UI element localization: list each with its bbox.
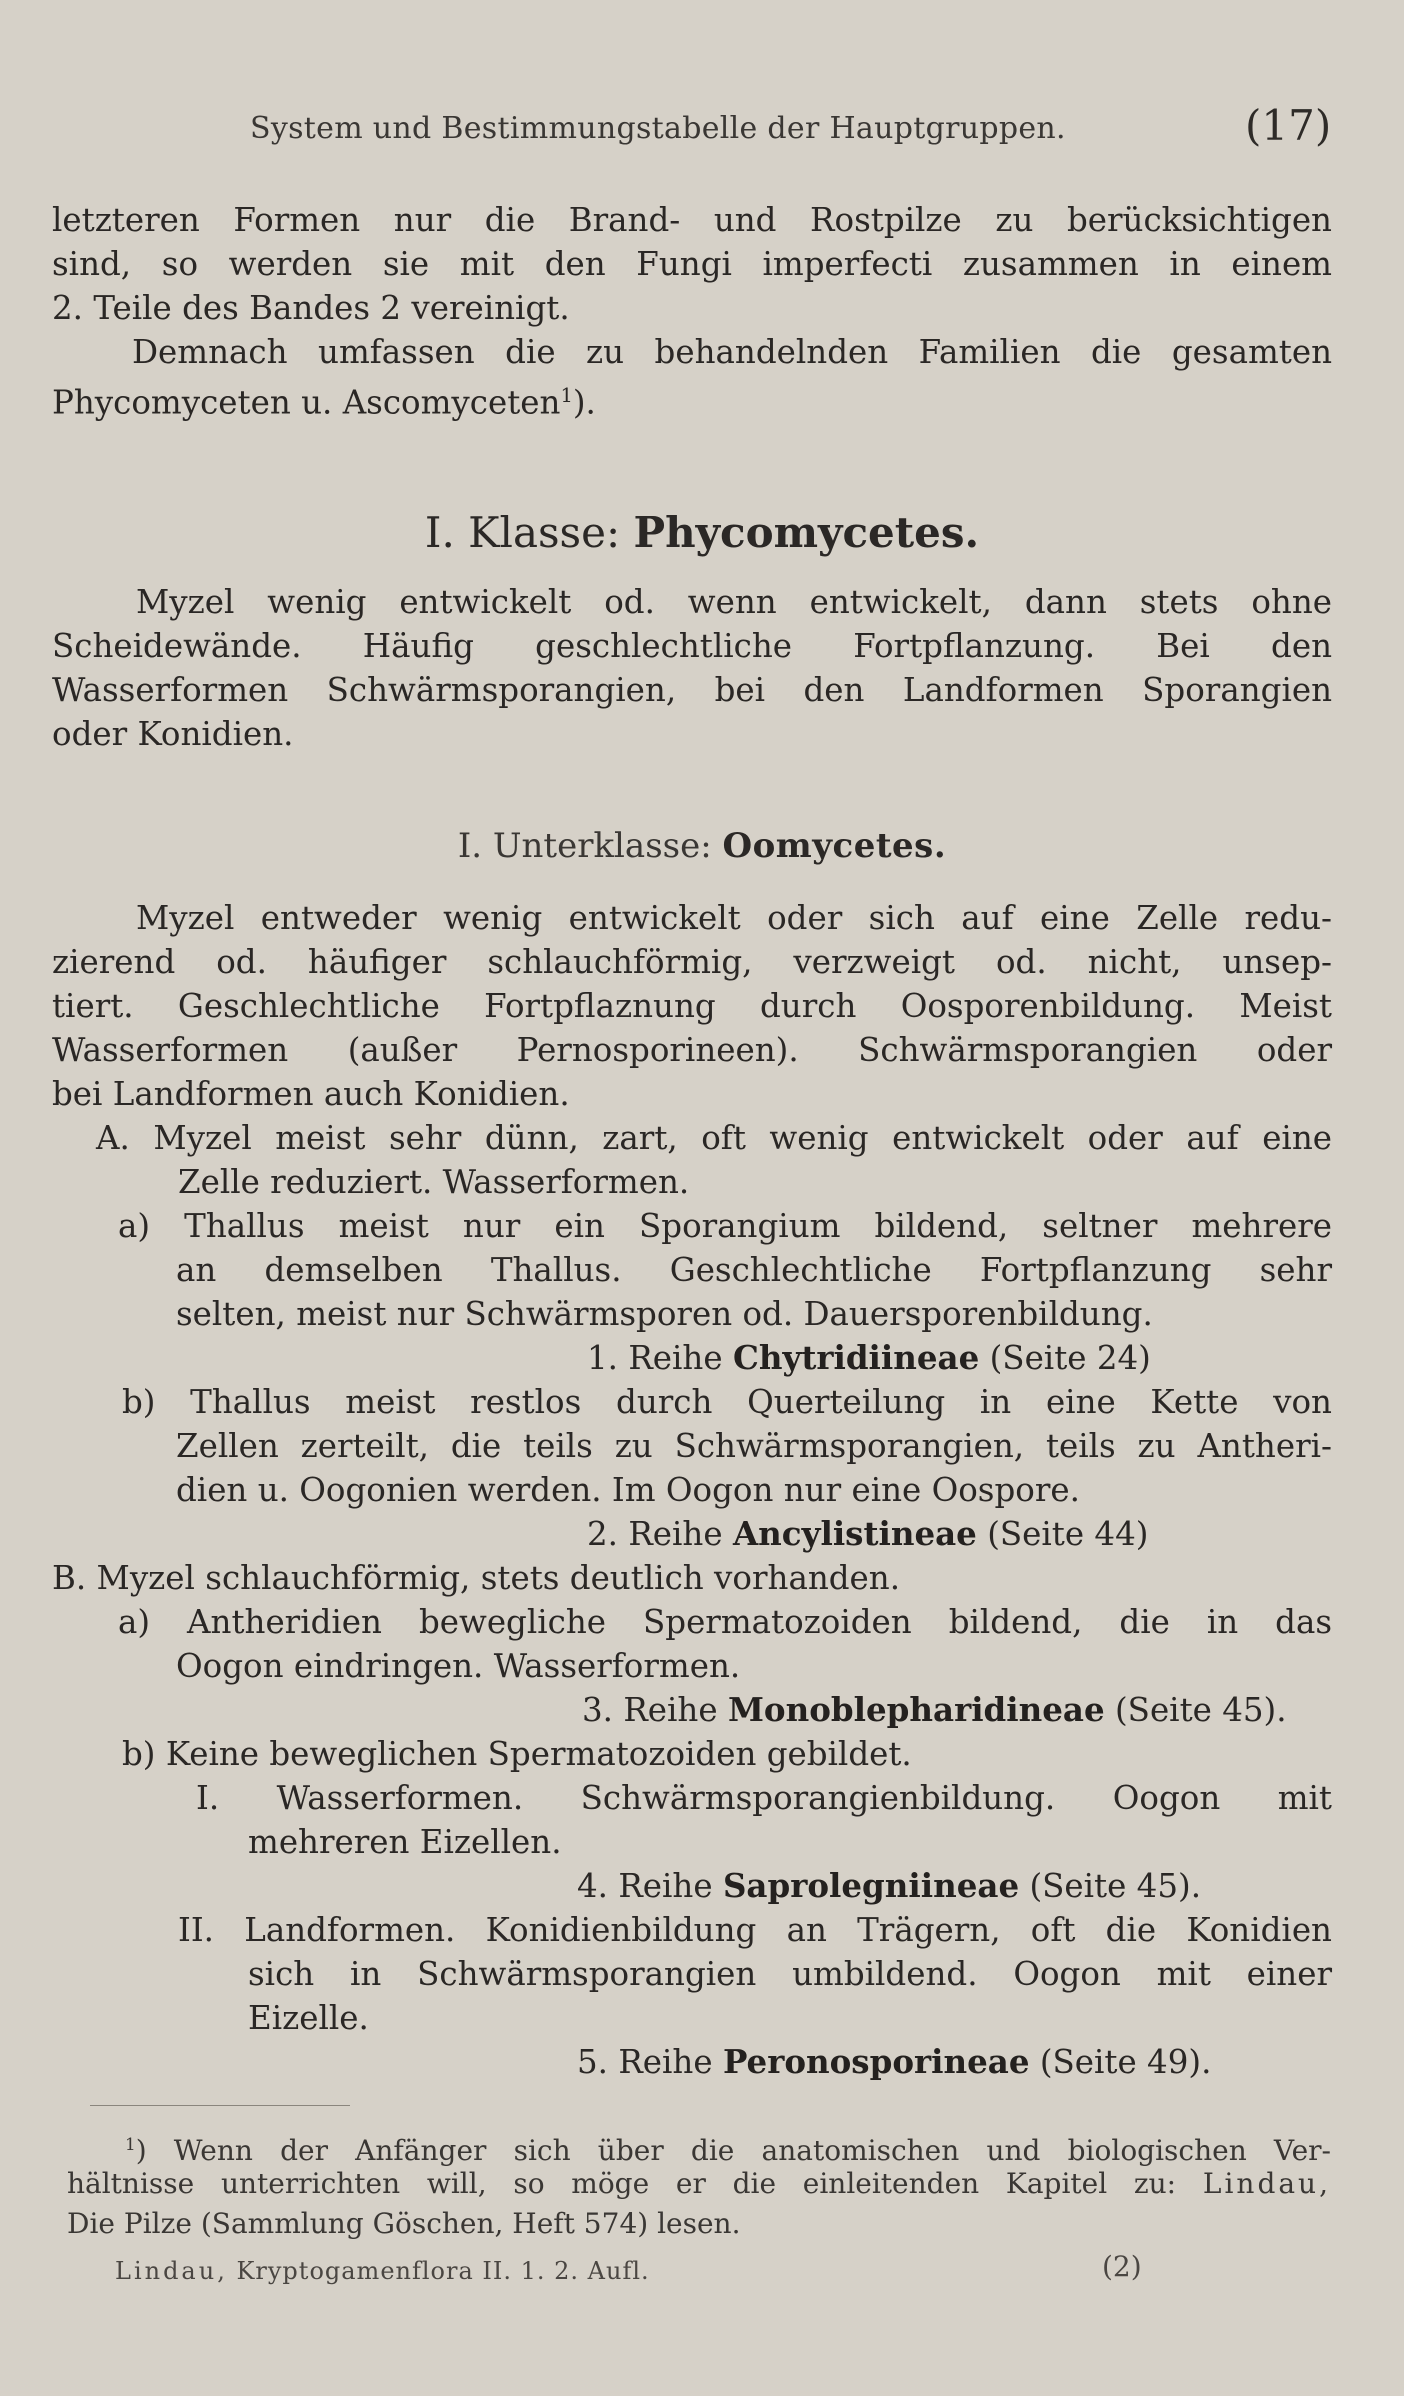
class-heading-prefix: I. Klasse: (424, 508, 621, 557)
reihe-prefix: 5. Reihe (577, 2043, 713, 2081)
reihe-page-ref: (Seite 45). (1115, 1691, 1287, 1729)
key-entry-a-b: b) Thallus meist restlos durch Querteilung in eine Kette von (122, 1383, 1332, 1421)
text-line: bei Landformen auch Konidien. (52, 1075, 570, 1113)
text-line: Demnach umfassen die zu behandelnden Familien die gesamten (132, 333, 1332, 371)
key-entry-b: B. Myzel schlauchförmig, stets deutlich vorhanden. (52, 1559, 901, 1597)
text-line: sich in Schwärmsporangien umbildend. Oogon mit einer (248, 1955, 1332, 1993)
key-entry-a-a: a) Thallus meist nur ein Sporangium bildend, seltner mehrere (118, 1207, 1332, 1245)
reihe-3 (582, 1688, 1332, 1732)
subclass-heading (0, 826, 1404, 866)
text-line (67, 2164, 1331, 2204)
text-line (125, 2124, 1331, 2168)
text-line: Zellen zerteilt, die teils zu Schwärmsporangien, teils zu Antheri- (176, 1427, 1332, 1465)
text-line: Oogon eindringen. Wasserformen. (176, 1647, 741, 1685)
reihe-4 (577, 1864, 1332, 1908)
text-line (52, 374, 1332, 422)
page-number: (17) (1245, 101, 1332, 150)
text-line: an demselben Thallus. Geschlechtliche Fortpflanzung sehr (176, 1251, 1332, 1289)
author-name: Lindau, (1202, 2167, 1331, 2200)
reihe-name: Chytridiineae (732, 1338, 980, 1377)
reihe-prefix: 3. Reihe (582, 1691, 718, 1729)
key-entry-b-b-i: I. Wasserformen. Schwärmsporangienbildung. Oogon mit (196, 1779, 1332, 1817)
reihe-name: Saprolegniineae (722, 1866, 1020, 1905)
reihe-prefix: 4. Reihe (577, 1867, 713, 1905)
reihe-page-ref: (Seite 49). (1039, 2043, 1212, 2081)
key-entry-b-b-ii: II. Landformen. Konidienbildung an Trägern, oft die Konidien (178, 1911, 1332, 1949)
key-entry-a: A. Myzel meist sehr dünn, zart, oft wenig entwickelt oder auf eine (96, 1119, 1332, 1157)
text-line: Zelle reduziert. Wasserformen. (178, 1163, 690, 1201)
subclass-heading-prefix: I. Unterklasse: (457, 826, 712, 866)
text-line: Myzel wenig entwickelt od. wenn entwickelt, dann stets ohne (136, 583, 1332, 621)
text-line: selten, meist nur Schwärmsporen od. Dauersporenbildung. (176, 1295, 1153, 1333)
text-line: 2. Teile des Bandes 2 vereinigt. (52, 289, 570, 327)
running-head-title: System und Bestimmungstabelle der Hauptgruppen. (250, 111, 1066, 146)
text-span: ). (572, 383, 596, 422)
text-line: tiert. Geschlechtliche Fortpflaznung durch Oosporenbildung. Meist (52, 987, 1332, 1025)
footnote-rule (90, 2105, 350, 2106)
footnote-reference: 1 (560, 384, 573, 407)
text-line: mehreren Eizellen. (248, 1823, 562, 1861)
imprint-title: Kryptogamenflora II. 1. 2. Aufl. (236, 2257, 650, 2285)
key-entry-b-b: b) Keine beweglichen Spermatozoiden gebildet. (122, 1735, 912, 1773)
text-span: Phycomyceten u. Ascomyceten (52, 383, 561, 422)
subclass-heading-name: Oomycetes. (722, 826, 947, 866)
reihe-2 (587, 1512, 1332, 1556)
text-line: Wasserformen Schwärmsporangien, bei den Landformen Sporangien (52, 671, 1332, 709)
reihe-1 (587, 1336, 1332, 1380)
text-line: letzteren Formen nur die Brand- und Rostpilze zu berücksichtigen (52, 201, 1332, 239)
running-head (0, 101, 1404, 165)
text-line: Eizelle. (248, 1999, 369, 2037)
text-line: oder Konidien. (52, 715, 294, 753)
text-line: Die Pilze (Sammlung Göschen, Heft 574) lesen. (67, 2207, 741, 2240)
footnote-marker: 1 (125, 2134, 136, 2154)
text-line: sind, so werden sie mit den Fungi imperfecti zusammen in einem (52, 245, 1332, 283)
reihe-name: Ancylistineae (732, 1514, 977, 1553)
text-line: dien u. Oogonien werden. Im Oogon nur eine Oospore. (176, 1471, 1080, 1509)
class-heading-name: Phycomycetes. (633, 508, 980, 557)
reihe-prefix: 2. Reihe (587, 1515, 723, 1553)
reihe-name: Peronosporineae (722, 2042, 1030, 2081)
text-line: Wasserformen (außer Pernosporineen). Schwärmsporangien oder (52, 1031, 1332, 1069)
text-span: hältnisse unterrichten will, so möge er die einleitenden Kapitel zu: (67, 2167, 1177, 2200)
key-entry-b-a: a) Antheridien bewegliche Spermatozoiden bildend, die in das (118, 1603, 1332, 1641)
text-line: zierend od. häufiger schlauchförmig, verzweigt od. nicht, unsep- (52, 943, 1332, 981)
imprint-author: Lindau, (115, 2257, 228, 2285)
text-line: Myzel entweder wenig entwickelt oder sich auf eine Zelle redu- (136, 899, 1332, 937)
text-span: ) Wenn der Anfänger sich über die anatomischen und biologischen Ver- (135, 2134, 1331, 2168)
reihe-page-ref: (Seite 44) (987, 1515, 1149, 1553)
reihe-prefix: 1. Reihe (587, 1339, 723, 1377)
imprint-line (115, 2257, 650, 2285)
reihe-page-ref: (Seite 24) (989, 1339, 1151, 1377)
text-line: Scheidewände. Häufig geschlechtliche Fortpflanzung. Bei den (52, 627, 1332, 665)
class-heading (0, 508, 1404, 557)
sheet-signature: (2) (1102, 2250, 1142, 2283)
reihe-name: Monoblepharidineae (727, 1690, 1105, 1729)
reihe-5 (577, 2040, 1332, 2084)
reihe-page-ref: (Seite 45). (1029, 1867, 1202, 1905)
